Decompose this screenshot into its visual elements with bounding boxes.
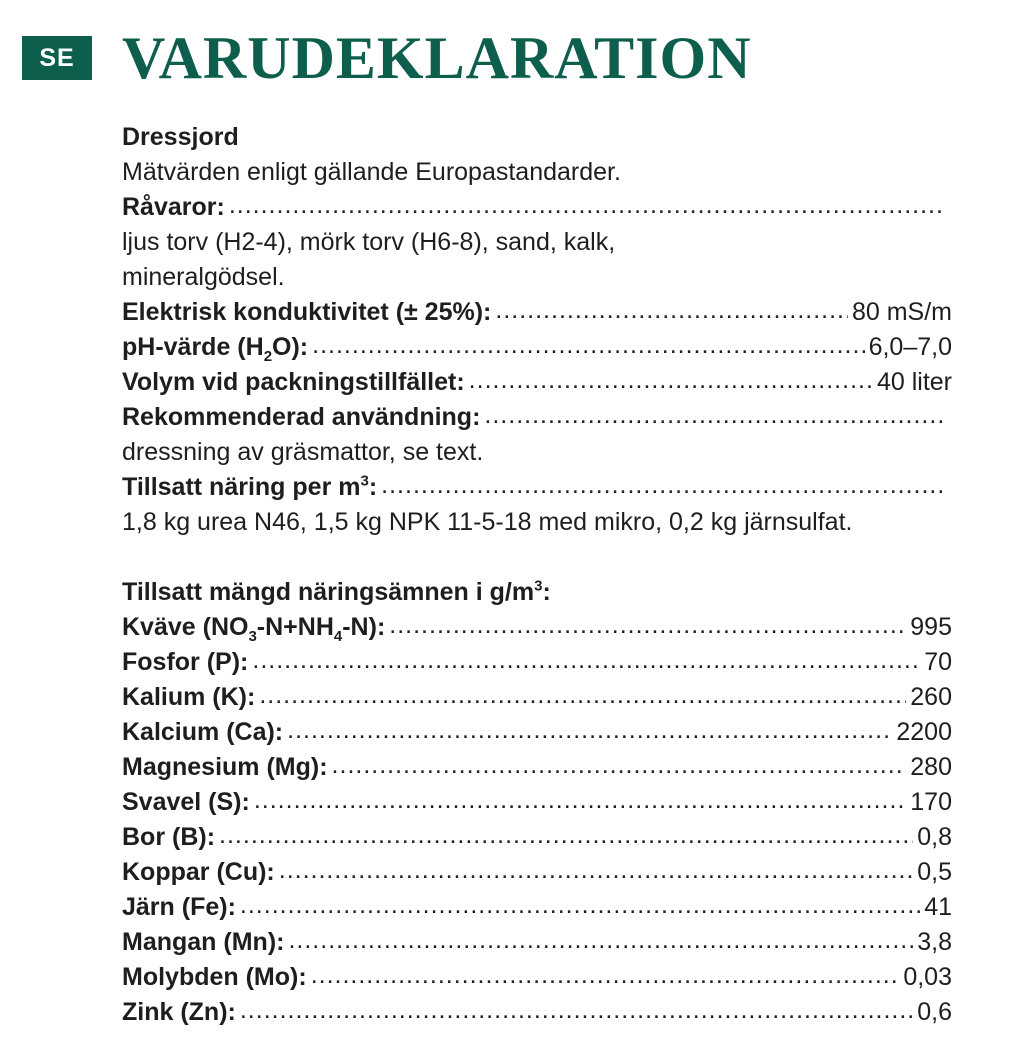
nutrient-value: 70 (924, 648, 952, 676)
added-nutrition-label: Tillsatt näring per $m^3$: (122, 472, 378, 501)
volume-value: 40 liter (876, 368, 952, 396)
nutrient-label: Zink (Zn): (122, 998, 236, 1026)
nutrient-row (122, 715, 952, 750)
dot-leader (312, 328, 864, 363)
ph-row (122, 330, 952, 365)
product-name: Dressjord (122, 123, 239, 151)
page-title: VARUDEKLARATION (122, 25, 752, 91)
nutrient-value: 0,5 (917, 858, 952, 886)
dot-leader (259, 678, 906, 713)
added-nutrition-text: 1,8 kg urea N46, 1,5 kg NPK 11-5-18 med mikro, 0,2 kg järnsulfat. (122, 508, 853, 536)
raw-materials-label: Råvaror: (122, 193, 225, 221)
nutrient-label: Bor (B): (122, 823, 216, 851)
nutrient-value: 0,03 (903, 963, 952, 991)
nutrient-row (122, 645, 952, 680)
raw-materials-text-1: ljus torv (H2-4), mörk torv (H6-8), sand, kalk, (122, 228, 616, 256)
ph-label: pH-värde $(H_2O)$: (122, 333, 309, 365)
nutrient-label: Molybden (Mo): (122, 963, 307, 991)
dot-leader (332, 748, 907, 783)
nutrient-row (122, 960, 952, 995)
nutrient-label: Kalium (K): (122, 683, 256, 711)
nutrient-label: Järn (Fe): (122, 893, 236, 921)
nutrient-label: Kalcium (Ca): (122, 718, 284, 746)
spacer (122, 540, 952, 575)
nutrient-value: 0,8 (917, 823, 952, 851)
volume-row (122, 365, 952, 400)
added-nutrition-row (122, 470, 952, 505)
nutrients-heading: Tillsatt mängd näringsämnen i $g/m^3$: (122, 577, 551, 606)
dot-leader (240, 888, 920, 923)
conductivity-label: Elektrisk konduktivitet (± 25%): (122, 298, 492, 326)
dot-leader (287, 713, 892, 748)
nutrient-value: 280 (910, 753, 952, 781)
declaration-body (122, 120, 952, 1030)
usage-text: dressning av gräsmattor, se text. (122, 438, 484, 466)
nutrient-value: 3,8 (917, 928, 952, 956)
nutrient-row (122, 855, 952, 890)
dot-leader (495, 293, 848, 328)
dot-leader (252, 643, 920, 678)
nutrient-value: 41 (924, 893, 952, 921)
header (22, 22, 752, 94)
nutrient-label: Koppar (Cu): (122, 858, 275, 886)
dot-leader (469, 363, 873, 398)
ph-value: 6,0–7,0 (868, 333, 952, 361)
nutrient-value: 170 (910, 788, 952, 816)
nutrient-label: Kväve $(NO_3-N+NH_4-N)$: (122, 613, 386, 645)
dot-leader (254, 783, 906, 818)
nutrient-value: 995 (910, 613, 952, 641)
dot-leader (229, 188, 942, 223)
usage-row (122, 400, 952, 435)
conductivity-value: 80 mS/m (851, 298, 952, 326)
dot-leader (381, 468, 942, 503)
nutrient-row (122, 820, 952, 855)
measurement-note: Mätvärden enligt gällande Europastandarder. (122, 158, 621, 186)
dot-leader (240, 993, 913, 1028)
nutrient-row (122, 995, 952, 1030)
nutrient-row (122, 750, 952, 785)
dot-leader (219, 818, 913, 853)
nutrient-row-nitrogen (122, 610, 952, 645)
dot-leader (279, 853, 913, 888)
language-badge: SE (22, 36, 92, 80)
nutrient-label: Magnesium (Mg): (122, 753, 328, 781)
dot-leader (484, 398, 942, 433)
dot-leader (288, 923, 913, 958)
nutrient-value: 0,6 (917, 998, 952, 1026)
usage-label: Rekommenderad användning: (122, 403, 481, 431)
dot-leader (389, 608, 906, 643)
raw-materials-row (122, 190, 952, 225)
nutrient-row (122, 925, 952, 960)
conductivity-row (122, 295, 952, 330)
volume-label: Volym vid packningstillfället: (122, 368, 465, 396)
nutrient-row (122, 785, 952, 820)
nutrient-label: Svavel (S): (122, 788, 250, 816)
nutrient-label: Mangan (Mn): (122, 928, 285, 956)
nutrient-value: 260 (910, 683, 952, 711)
nutrient-row (122, 680, 952, 715)
nutrient-row (122, 890, 952, 925)
nutrient-label: Fosfor (P): (122, 648, 249, 676)
dot-leader (311, 958, 900, 993)
raw-materials-text-2: mineralgödsel. (122, 263, 285, 291)
nutrient-value: 2200 (896, 718, 952, 746)
